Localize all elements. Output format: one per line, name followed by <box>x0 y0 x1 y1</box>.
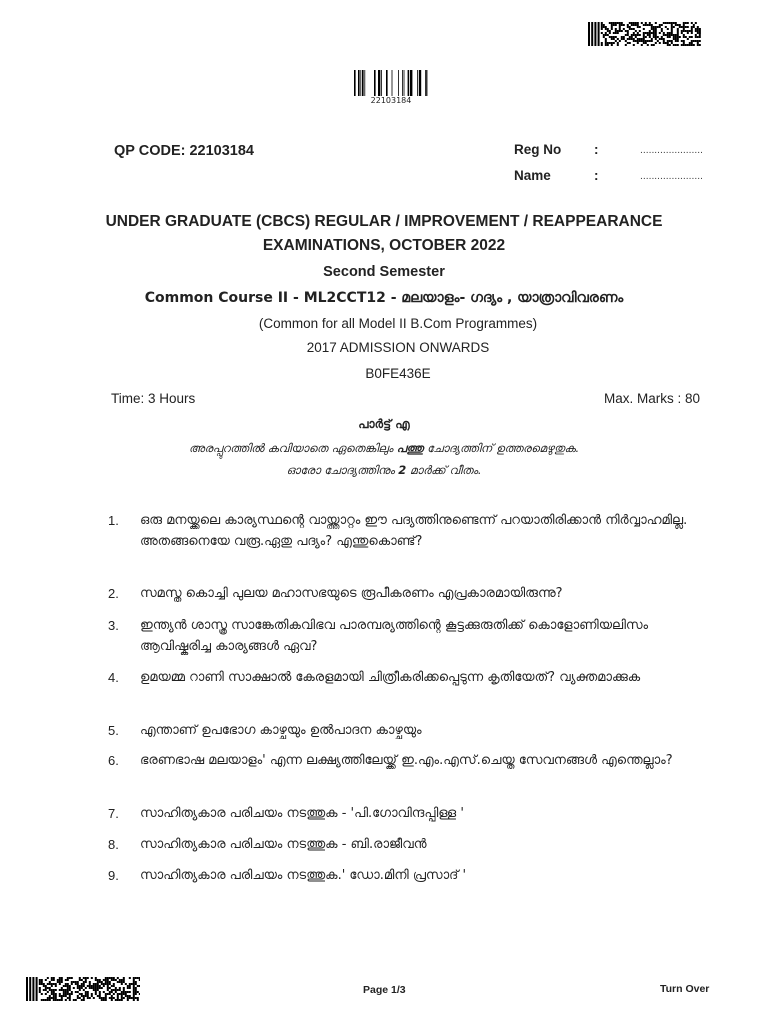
paper-code: B0FE436E <box>365 366 431 381</box>
top-right-barcode <box>588 22 701 46</box>
common-for: (Common for all Model II B.Com Programmes) <box>258 316 538 331</box>
question-text: ഒരു മനയ്ക്കലെ കാര്യസ്ഥന്റെ വായ്ത്താറ്റം ഈ പദ്യത്തിനുണ്ടെന്ന് പറയാതിരിക്കാൻ നിർവ്വാഹമില്ല. അതങ്ങനെയേ വരൂ.ഏതു പദ്യം? എന്തുകൊണ്ട്? <box>140 513 688 549</box>
question-text: സാഹിത്യകാര പരിചയം നടത്തുക.' ഡോ.മിനി പ്രസാദ് ' <box>140 868 467 883</box>
question-text: എന്താണ് ഉപഭോഗ കാഴ്ചയും ഉൽപാദന കാഴ്ചയും <box>140 723 422 738</box>
question-text: സാഹിത്യകാര പരിചയം നടത്തുക - ബി.രാജീവൻ <box>140 837 427 852</box>
instruction-line1-bold: പത്തു <box>396 441 424 455</box>
question-text: സമസ്ത കൊച്ചി പുലയ മഹാസഭയുടെ രൂപീകരണം എപ്രകാരമായിരുന്നു? <box>140 586 563 601</box>
name-colon: : <box>594 168 599 183</box>
course-title: Common Course II - ML2CCT12 - മലയാളം- ഗദ്യം , യാത്രാവിവരണം <box>144 290 624 306</box>
name-label: Name <box>514 168 551 183</box>
question-number: 1. <box>108 513 119 528</box>
instruction-line2-pre: ഓരോ ചോദ്യത്തിനും <box>286 463 399 477</box>
reg-no-label: Reg No <box>514 142 562 157</box>
instruction-line2-bold: 2 <box>398 463 407 477</box>
question-text: ഭരണഭാഷ മലയാളം' എന്ന ലക്ഷ്യത്തിലേയ്ക്ക് ഇ.എം.എസ്.ചെയ്ത സേവനങ്ങൾ എന്തെല്ലാം? <box>140 753 673 768</box>
name-field[interactable]: ...................... <box>640 172 703 182</box>
question-number: 6. <box>108 753 119 768</box>
semester: Second Semester <box>323 264 445 280</box>
time: Time: 3 Hours <box>111 391 196 406</box>
question-number: 8. <box>108 837 119 852</box>
instruction-line1-post: ചോദ്യത്തിന് ഉത്തരമെഴുതുക. <box>423 441 580 455</box>
question-number: 2. <box>108 586 119 601</box>
question-text: ഇന്ത്യൻ ശാസ്ത്ര സാങ്കേതികവിഭവ പാരമ്പര്യത്തിന്റെ കൂട്ടക്കുരുതിക്ക് കൊളോണിയലിസം ആവിഷ്കരിച്ച കാര്യങ്ങൾ ഏവ? <box>140 618 649 654</box>
admission: 2017 ADMISSION ONWARDS <box>306 340 490 355</box>
question-number: 4. <box>108 670 119 685</box>
question-number: 9. <box>108 868 119 883</box>
page-number: Page 1/3 <box>363 984 406 996</box>
exam-title-line2: EXAMINATIONS, OCTOBER 2022 <box>262 237 506 254</box>
reg-no-colon: : <box>594 142 599 157</box>
bottom-left-barcode <box>26 977 140 1001</box>
max-marks: Max. Marks : 80 <box>603 391 700 406</box>
question-text: സാഹിത്യകാര പരിചയം നടത്തുക - 'പി.ഗോവിന്ദപ്പിള്ള ' <box>140 806 464 821</box>
question-text: ഉമയമ്മ റാണി സാക്ഷാൽ കേരളമായി ചിത്രീകരിക്കപ്പെടുന്ന കൃതിയേത്? വ്യക്തമാക്കുക <box>140 670 641 685</box>
question-number: 3. <box>108 618 119 633</box>
question-number: 5. <box>108 723 119 738</box>
barcode-number: 22103184 <box>370 96 412 105</box>
instruction-line2-post: മാർക്ക് വീതം. <box>406 463 482 477</box>
part-title: പാർട്ട് എ <box>358 417 410 431</box>
turn-over: Turn Over <box>660 983 710 995</box>
top-barcode <box>354 70 428 96</box>
question-number: 7. <box>108 806 119 821</box>
exam-title-line1: UNDER GRADUATE (CBCS) REGULAR / IMPROVEMENT / REAPPEARANCE <box>105 213 663 230</box>
instruction-line2 <box>0 463 768 478</box>
instruction-line1 <box>0 441 768 456</box>
instruction-line1-pre: അരപ്പുറത്തിൽ കവിയാതെ ഏതെങ്കിലും <box>188 441 397 455</box>
reg-no-field[interactable]: ...................... <box>640 146 703 156</box>
qp-code: QP CODE: 22103184 <box>114 143 254 159</box>
